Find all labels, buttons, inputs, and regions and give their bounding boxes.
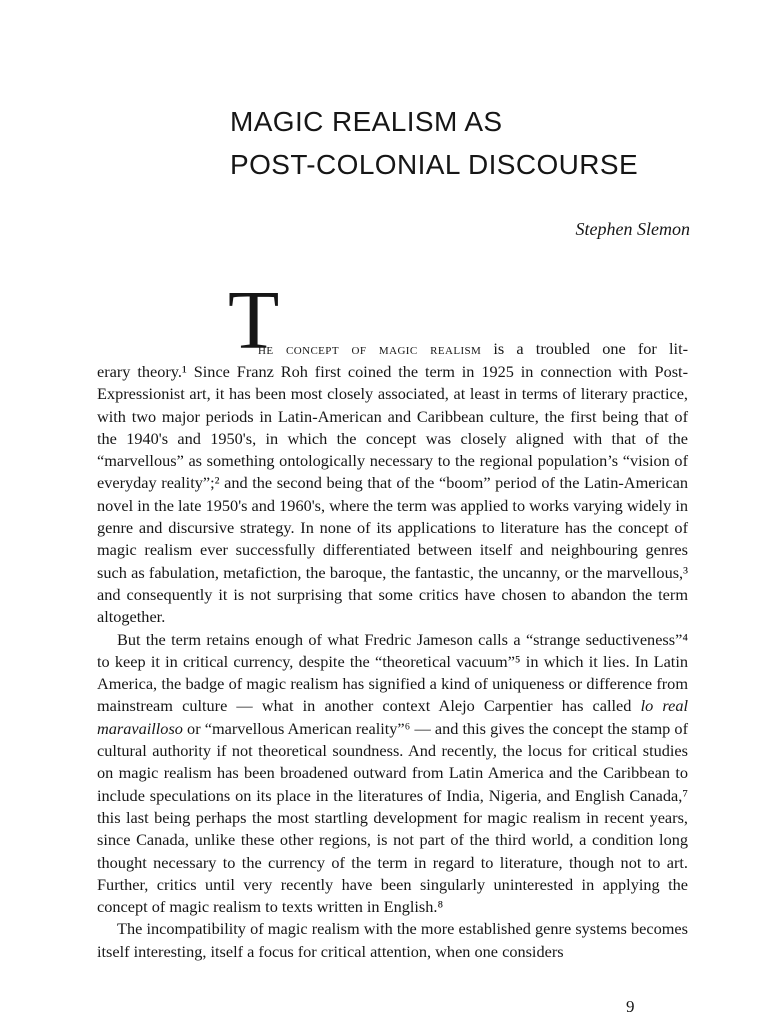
paragraph-3: The incompatibility of magic realism with the more established genre systems becomes itself interesting, itself a focus for critical attention, when one considers (97, 919, 688, 961)
opening-rest: is a troubled one for lit- (481, 339, 689, 358)
title-line-1: MAGIC REALISM AS (230, 106, 503, 137)
title-line-2: POST-COLONIAL DISCOURSE (230, 149, 639, 180)
paragraph-2-start: But the term retains enough of what Fredric Jameson calls a “strange seductiveness”⁴ to keep it in critical currency, despite the “theoretical vacuum”⁵ in which it lies. In Latin America, the badge of magic realism has signified a kind of uniqueness or difference from mainstream culture — what in another context Alejo Carpentier has called (97, 629, 688, 716)
drop-cap: T (228, 274, 280, 367)
article-title (230, 100, 638, 186)
paragraph-1: erary theory.¹ Since Franz Roh first coined the term in 1925 in connection with Post-Expressionist art, it has been most closely associated, at least in terms of literary practice, with two major periods in Latin-American and Caribbean culture, the first being that of the 1940's and 1950's, in which the concept was closely aligned with that of the “marvellous” as something ontologically necessary to the regional population’s “vision of everyday reality”;² and the second being that of the “boom” period of the Latin-American novel in the late 1950's and 1960's, where the term was applied to works varying widely in genre and discursive strategy. In none of its applications to literature has the concept of magic realism ever successfully differentiated between itself and neighbouring genres such as fabulation, metafiction, the baroque, the fantastic, the uncanny, or the marvellous,³ and consequently it is not surprising that some critics have chosen to abandon the term altogether. (97, 362, 688, 627)
article-body (97, 361, 688, 963)
opening-line (258, 338, 688, 360)
paragraph-2 (97, 629, 688, 919)
page-number: 9 (626, 997, 635, 1016)
author-name: Stephen Slemon (575, 219, 690, 239)
paragraph-2-end: or “marvellous American reality”⁶ — and this gives the concept the stamp of cultural authority if not theoretical soundness. And recently, the locus for critical studies on magic realism has been broadened outward from Latin America and the Caribbean to include speculations on its place in the literatures of India, Nigeria, and English Canada,⁷ this last being perhaps the most startling development for magic realism in recent years, since Canada, unlike these other regions, is not part of the third world, a condition long thought necessary to the currency of the term in regard to literature, though not to art. Further, critics until very recently have been singularly uninterested in applying the concept of magic realism to texts written in English.⁸ (97, 718, 688, 917)
opening-small-caps: he concept of magic realism (258, 339, 482, 358)
italic-phrase: lo real maravailloso (97, 696, 689, 738)
